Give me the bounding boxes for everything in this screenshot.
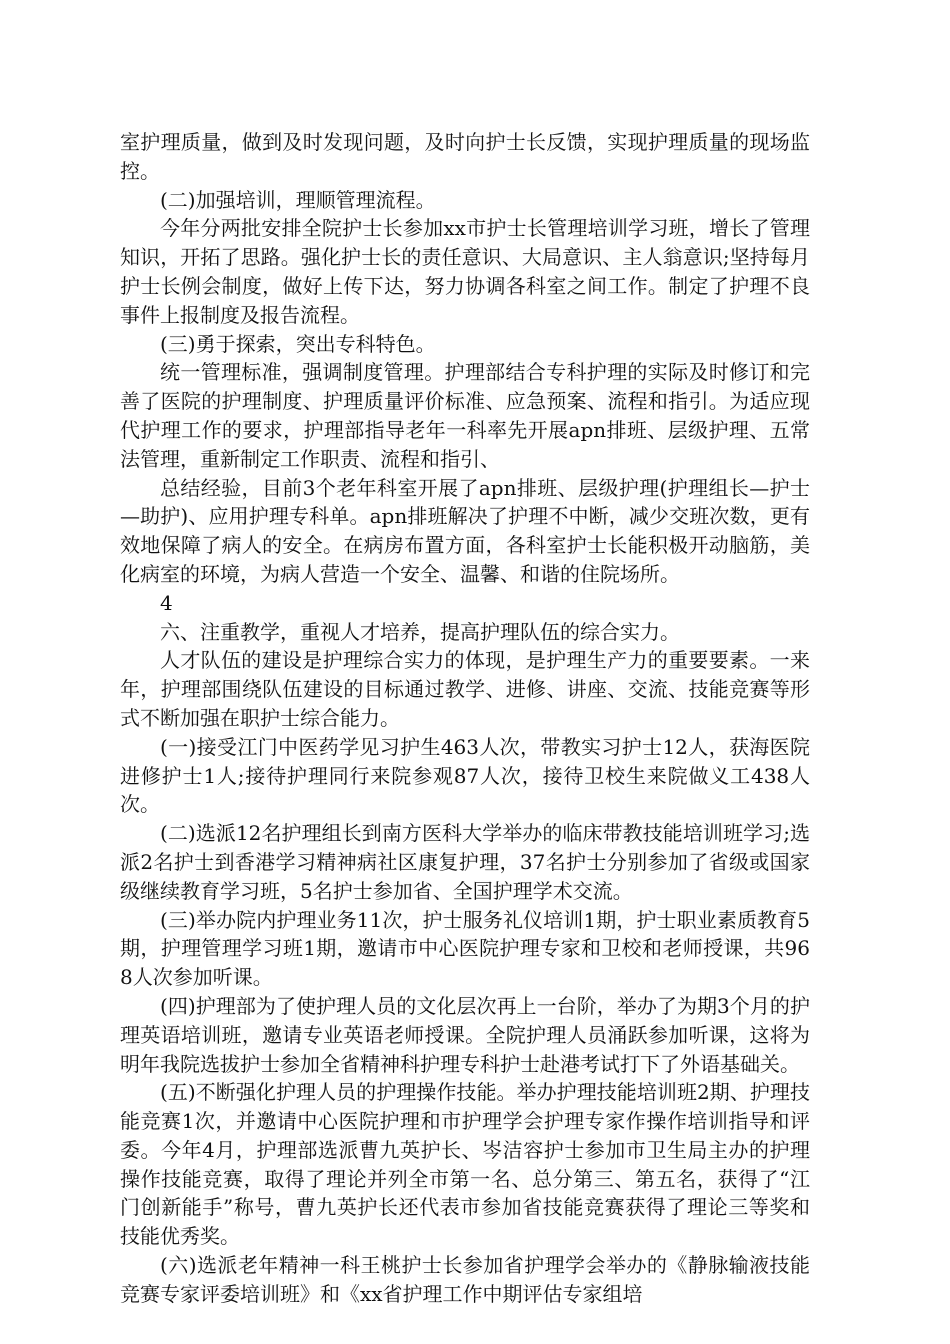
paragraph-10: (一)接受江门中医药学见习护生463人次，带教实习护士12人，获海医院进修护士1人;接待护理同行来院参观87人次，接待卫校生来院做义工438人次。 <box>120 734 810 817</box>
paragraph-9: 人才队伍的建设是护理综合实力的体现，是护理生产力的重要要素。一来年，护理部围绕队伍建设的目标通过教学、进修、讲座、交流、技能竞赛等形式不断加强在职护士综合能力。 <box>120 648 810 730</box>
paragraph-14: (五)不断强化护理人员的护理操作技能。举办护理技能培训班2期、护理技能竞赛1次，并邀请中心医院护理和市护理学会护理专家作操作培训指导和评委。今年4月，护理部选派曹九英护长、岑洁容护士参加市卫生局主办的护理操作技能竞赛，取得了理论并列全市第一名、总分第三、第五名，获得了“江门创新能手”称号，曹九英护长还代表市参加省技能竞赛获得了理论三等奖和技能优秀奖。 <box>120 1080 810 1249</box>
section-heading-3: (三)勇于探索，突出专科特色。 <box>160 331 436 356</box>
section-heading-2: (二)加强培训，理顺管理流程。 <box>160 187 436 212</box>
paragraph-11: (二)选派12名护理组长到南方医科大学举办的临床带教技能培训班学习;选派2名护士到香港学习精神病社区康复护理，37名护士分别参加了省级或国家级继续教育学习班，5名护士参加省、全国护理学术交流。 <box>120 821 810 903</box>
paragraph-6: 总结经验，目前3个老年科室开展了apn排班、层级护理(护理组长—护士—助护)、应用护理专科单。apn排班解决了护理不中断，减少交班次数，更有效地保障了病人的安全。在病房布置方面，各科室护士长能积极开动脑筋，美化病室的环境，为病人营造一个安全、温馨、和谐的住院场所。 <box>120 475 810 586</box>
paragraph-13: (四)护理部为了使护理人员的文化层次再上一台阶，举办了为期3个月的护理英语培训班，邀请专业英语老师授课。全院护理人员涌跃参加听课，这将为明年我院选拔护士参加全省精神科护理专科护士赴港考试打下了外语基础关。 <box>120 993 810 1076</box>
section-heading-6: 六、注重教学，重视人才培养，提高护理队伍的综合实力。 <box>160 619 680 644</box>
paragraph-1: 室护理质量，做到及时发现问题，及时向护士长反馈，实现护理质量的现场监控。 <box>120 130 810 183</box>
document-page <box>120 128 810 1309</box>
paragraph-5: 统一管理标准，强调制度管理。护理部结合专科护理的实际及时修订和完善了医院的护理制度、护理质量评价标准、应急预案、流程和指引。为适应现代护理工作的要求，护理部指导老年一科率先开展apn排班、层级护理、五常法管理，重新制定工作职责、流程和指引、 <box>120 360 810 471</box>
paragraph-3: 今年分两批安排全院护士长参加xx市护士长管理培训学习班，增长了管理知识，开拓了思路。强化护士长的责任意识、大局意识、主人翁意识;坚持每月护士长例会制度，做好上传下达，努力协调各科室之间工作。制定了护理不良事件上报制度及报告流程。 <box>120 216 810 327</box>
paragraph-15: (六)选派老年精神一科王桃护士长参加省护理学会举办的《静脉输液技能竞赛专家评委培训班》和《xx省护理工作中期评估专家组培 <box>120 1253 810 1306</box>
paragraph-12: (三)举办院内护理业务11次，护士服务礼仪培训1期，护士职业素质教育5期，护理管理学习班1期，邀请市中心医院护理专家和卫校和老师授课，共968人次参加听课。 <box>120 907 810 990</box>
page-number: 4 <box>160 590 173 615</box>
